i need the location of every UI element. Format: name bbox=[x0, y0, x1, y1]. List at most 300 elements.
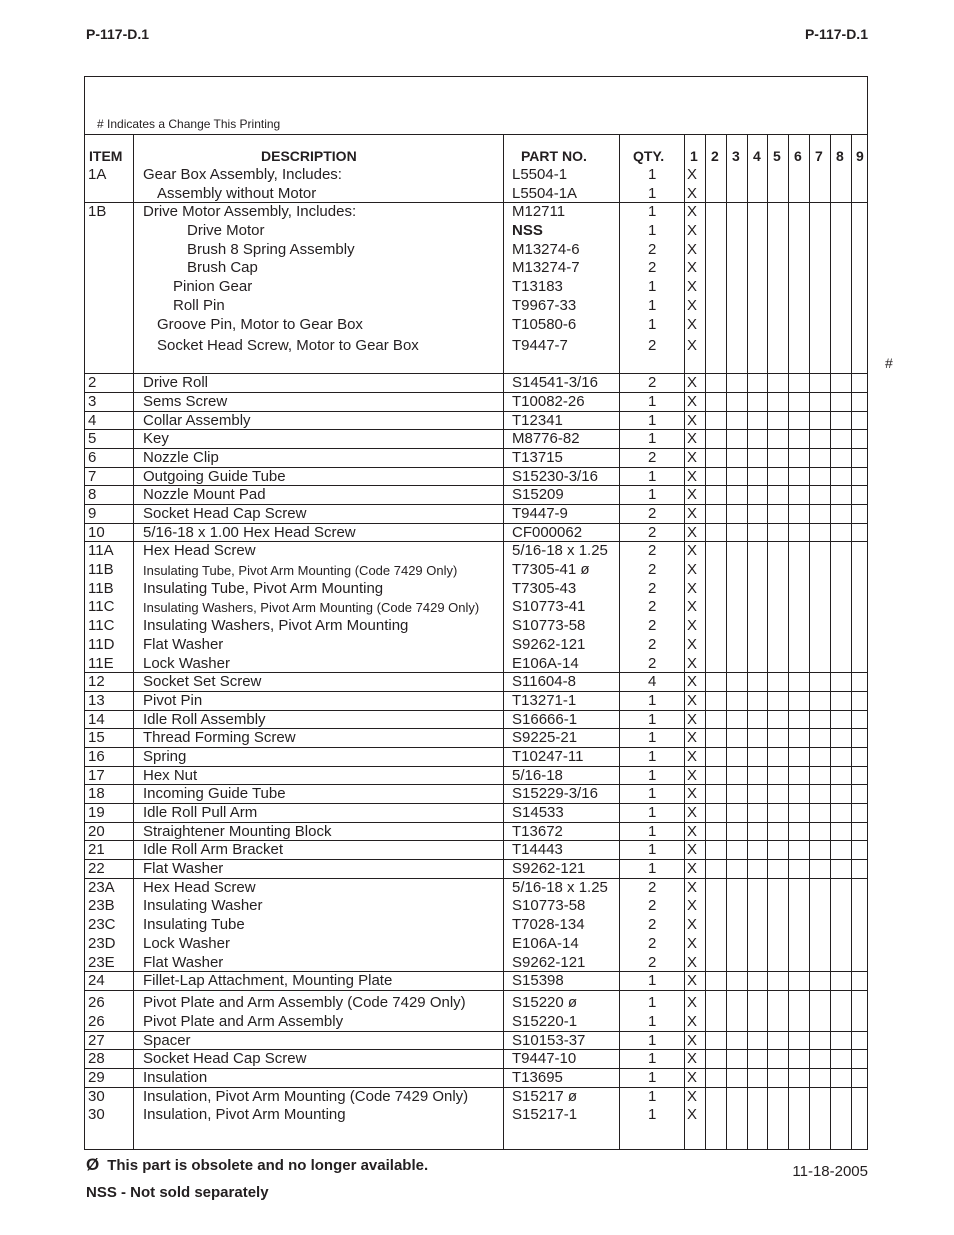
quantity: 2 bbox=[648, 635, 657, 653]
item-number: 11C bbox=[88, 617, 115, 635]
row-line bbox=[85, 748, 867, 767]
row-line bbox=[85, 673, 867, 692]
table-row bbox=[85, 430, 867, 449]
item-number: 19 bbox=[88, 804, 105, 821]
model-1-mark: X bbox=[687, 860, 698, 878]
part-number: S15217 ø bbox=[512, 1087, 578, 1105]
model-1-mark: X bbox=[687, 953, 698, 971]
row-line bbox=[85, 804, 867, 823]
item-number: 3 bbox=[88, 392, 97, 410]
part-number: NSS bbox=[512, 222, 543, 240]
table-row bbox=[85, 449, 867, 468]
part-number: 5/16-18 x 1.25 bbox=[512, 878, 608, 896]
part-description: Insulating Washers, Pivot Arm Mounting (Code 7429 Only) bbox=[143, 600, 480, 616]
part-number: S9262-121 bbox=[512, 953, 586, 971]
quantity: 1 bbox=[648, 860, 657, 878]
quantity: 1 bbox=[648, 486, 657, 504]
row-line bbox=[85, 841, 867, 860]
table-row bbox=[85, 729, 867, 748]
quantity: 1 bbox=[648, 822, 657, 840]
item-number: 20 bbox=[88, 822, 105, 840]
table-body bbox=[85, 166, 867, 1125]
model-1-mark: X bbox=[687, 710, 698, 728]
table-row bbox=[85, 542, 867, 673]
part-description: Assembly without Motor bbox=[157, 184, 317, 202]
quantity: 1 bbox=[648, 278, 657, 296]
item-number: 27 bbox=[88, 1031, 105, 1049]
table-row bbox=[85, 166, 867, 203]
part-description: Insulating Washer bbox=[143, 897, 263, 915]
model-1-mark: X bbox=[687, 542, 698, 560]
item-number: 1A bbox=[88, 166, 107, 183]
model-1-mark: X bbox=[687, 278, 698, 296]
item-number: 26 bbox=[88, 1012, 105, 1030]
quantity: 1 bbox=[648, 411, 657, 429]
item-number: 23B bbox=[88, 897, 115, 915]
part-description: Insulating Tube, Pivot Arm Mounting bbox=[143, 579, 384, 597]
quantity: 1 bbox=[648, 747, 657, 765]
model-1-mark: X bbox=[687, 766, 698, 784]
quantity: 1 bbox=[648, 1012, 657, 1030]
part-number: T7028-134 bbox=[512, 916, 585, 934]
row-line bbox=[85, 316, 867, 335]
item-number: 28 bbox=[88, 1050, 105, 1068]
parts-table bbox=[84, 76, 868, 1150]
obsolete-legend-text: This part is obsolete and no longer available. bbox=[107, 1157, 429, 1174]
part-description: Drive Roll bbox=[143, 374, 209, 392]
item-number: 29 bbox=[88, 1068, 105, 1086]
row-line bbox=[85, 954, 867, 973]
row-line bbox=[85, 1013, 867, 1032]
table-row bbox=[85, 767, 867, 786]
column-header-model: 2 bbox=[711, 148, 719, 164]
row-line bbox=[85, 785, 867, 804]
quantity: 1 bbox=[648, 184, 657, 202]
quantity: 2 bbox=[648, 523, 657, 541]
part-number: E106A-14 bbox=[512, 934, 579, 952]
row-line bbox=[85, 1050, 867, 1069]
part-description: Drive Motor Assembly, Includes: bbox=[143, 203, 357, 221]
table-row bbox=[85, 841, 867, 860]
part-description: Socket Head Screw, Motor to Gear Box bbox=[157, 337, 419, 355]
quantity: 2 bbox=[648, 897, 657, 915]
model-1-mark: X bbox=[687, 561, 698, 579]
item-number: 11A bbox=[88, 542, 114, 560]
part-number: S9262-121 bbox=[512, 635, 586, 653]
item-number: 11C bbox=[88, 598, 115, 616]
quantity: 1 bbox=[648, 166, 657, 183]
row-line bbox=[85, 185, 867, 204]
quantity: 2 bbox=[648, 953, 657, 971]
row-line bbox=[85, 897, 867, 916]
item-number: 9 bbox=[88, 505, 97, 522]
part-number: S9225-21 bbox=[512, 729, 578, 747]
item-number: 17 bbox=[88, 766, 105, 784]
quantity: 1 bbox=[648, 1106, 657, 1124]
model-1-mark: X bbox=[687, 523, 698, 541]
part-number: CF000062 bbox=[512, 523, 583, 541]
table-row bbox=[85, 1050, 867, 1069]
part-description: Pivot Pin bbox=[143, 691, 203, 709]
item-number: 23C bbox=[88, 916, 116, 934]
item-number: 30 bbox=[88, 1106, 105, 1124]
row-line bbox=[85, 241, 867, 260]
part-description: Idle Roll Arm Bracket bbox=[143, 841, 284, 859]
table-row bbox=[85, 972, 867, 991]
part-description: Flat Washer bbox=[143, 953, 224, 971]
part-number: T7305-41 ø bbox=[512, 561, 590, 579]
model-1-mark: X bbox=[687, 804, 698, 821]
item-number: 5 bbox=[88, 430, 97, 448]
part-description: Hex Nut bbox=[143, 766, 198, 784]
model-1-mark: X bbox=[687, 467, 698, 485]
table-row bbox=[85, 203, 867, 374]
row-line bbox=[85, 374, 867, 393]
item-number: 4 bbox=[88, 411, 97, 429]
part-description: Brush 8 Spring Assembly bbox=[187, 240, 355, 258]
model-1-mark: X bbox=[687, 897, 698, 915]
column-header-model: 6 bbox=[794, 148, 802, 164]
part-description: Hex Head Screw bbox=[143, 542, 256, 560]
part-number: S9262-121 bbox=[512, 860, 586, 878]
row-line bbox=[85, 935, 867, 954]
quantity: 1 bbox=[648, 1050, 657, 1068]
part-description: Fillet-Lap Attachment, Mounting Plate bbox=[143, 972, 393, 990]
row-line bbox=[85, 468, 867, 487]
part-number: T9447-7 bbox=[512, 337, 568, 355]
part-number: T10247-11 bbox=[512, 747, 584, 765]
table-row bbox=[85, 1032, 867, 1051]
table-row bbox=[85, 823, 867, 842]
item-number: 15 bbox=[88, 729, 105, 747]
part-description: Socket Set Screw bbox=[143, 673, 262, 691]
row-line bbox=[85, 1069, 867, 1088]
nss-legend: NSS - Not sold separately bbox=[86, 1184, 269, 1201]
part-number: T13695 bbox=[512, 1068, 563, 1086]
item-number: 30 bbox=[88, 1087, 105, 1105]
row-line bbox=[85, 542, 867, 561]
part-number: M12711 bbox=[512, 203, 566, 221]
part-description: Key bbox=[143, 430, 169, 448]
change-note: # Indicates a Change This Printing bbox=[97, 117, 281, 131]
part-number: T12341 bbox=[512, 411, 563, 429]
table-row bbox=[85, 412, 867, 431]
part-description: Insulation bbox=[143, 1068, 208, 1086]
model-1-mark: X bbox=[687, 635, 698, 653]
row-line bbox=[85, 655, 867, 674]
column-header-model: 7 bbox=[815, 148, 823, 164]
row-line bbox=[85, 561, 867, 580]
row-line bbox=[85, 524, 867, 543]
quantity: 1 bbox=[648, 766, 657, 784]
item-number: 8 bbox=[88, 486, 97, 504]
part-description: 5/16-18 x 1.00 Hex Head Screw bbox=[143, 523, 356, 541]
model-1-mark: X bbox=[687, 673, 698, 691]
item-number: 21 bbox=[88, 841, 105, 859]
part-description: Lock Washer bbox=[143, 654, 230, 672]
model-1-mark: X bbox=[687, 240, 698, 258]
part-number: 5/16-18 x 1.25 bbox=[512, 542, 608, 560]
part-number: S11604-8 bbox=[512, 673, 576, 691]
item-number: 7 bbox=[88, 467, 97, 485]
part-number: T14443 bbox=[512, 841, 563, 859]
quantity: 2 bbox=[648, 934, 657, 952]
row-line bbox=[85, 991, 867, 1013]
table-row bbox=[85, 1088, 867, 1125]
column-header-model: 9 bbox=[856, 148, 864, 164]
row-line bbox=[85, 486, 867, 505]
quantity: 2 bbox=[648, 259, 657, 277]
row-line bbox=[85, 580, 867, 599]
part-description: Roll Pin bbox=[173, 296, 225, 314]
row-line bbox=[85, 598, 867, 617]
model-1-mark: X bbox=[687, 1050, 698, 1068]
model-1-mark: X bbox=[687, 1068, 698, 1086]
quantity: 1 bbox=[648, 430, 657, 448]
row-line bbox=[85, 879, 867, 898]
model-1-mark: X bbox=[687, 785, 698, 803]
model-1-mark: X bbox=[687, 411, 698, 429]
part-description: Idle Roll Assembly bbox=[143, 710, 266, 728]
column-header-model: 8 bbox=[836, 148, 844, 164]
part-number: E106A-14 bbox=[512, 654, 579, 672]
part-description: Outgoing Guide Tube bbox=[143, 467, 286, 485]
item-number: 11D bbox=[88, 635, 115, 653]
row-line bbox=[85, 1088, 867, 1107]
quantity: 2 bbox=[648, 654, 657, 672]
model-1-mark: X bbox=[687, 315, 698, 333]
part-number: S15230-3/16 bbox=[512, 467, 598, 485]
part-number: 5/16-18 bbox=[512, 766, 563, 784]
part-number: T7305-43 bbox=[512, 579, 577, 597]
part-number: S15220 ø bbox=[512, 993, 578, 1011]
column-header-model: 3 bbox=[732, 148, 740, 164]
quantity: 2 bbox=[648, 542, 657, 560]
quantity: 2 bbox=[648, 598, 657, 616]
quantity: 1 bbox=[648, 993, 657, 1011]
part-number: S16666-1 bbox=[512, 710, 578, 728]
quantity: 1 bbox=[648, 1068, 657, 1086]
quantity: 2 bbox=[648, 337, 657, 355]
table-row bbox=[85, 486, 867, 505]
table-row bbox=[85, 374, 867, 393]
model-1-mark: X bbox=[687, 654, 698, 672]
part-number: M13274-7 bbox=[512, 259, 580, 277]
part-description: Sems Screw bbox=[143, 392, 228, 410]
table-row bbox=[85, 711, 867, 730]
part-number: S14533 bbox=[512, 804, 564, 821]
part-number: T13271-1 bbox=[512, 691, 577, 709]
part-description: Straightener Mounting Block bbox=[143, 822, 332, 840]
row-line bbox=[85, 972, 867, 991]
row-line bbox=[85, 1106, 867, 1125]
part-number: M8776-82 bbox=[512, 430, 580, 448]
part-description: Nozzle Clip bbox=[143, 448, 219, 466]
table-row bbox=[85, 468, 867, 487]
item-number: 10 bbox=[88, 523, 105, 541]
quantity: 1 bbox=[648, 804, 657, 821]
quantity: 1 bbox=[648, 785, 657, 803]
model-1-mark: X bbox=[687, 184, 698, 202]
row-line bbox=[85, 860, 867, 879]
part-description: Insulating Washers, Pivot Arm Mounting bbox=[143, 617, 409, 635]
item-number: 11B bbox=[88, 561, 114, 579]
part-description: Socket Head Cap Screw bbox=[143, 505, 307, 522]
column-header-qty: QTY. bbox=[633, 148, 665, 164]
quantity: 2 bbox=[648, 561, 657, 579]
part-number: T13183 bbox=[512, 278, 563, 296]
row-line bbox=[85, 297, 867, 316]
model-1-mark: X bbox=[687, 747, 698, 765]
part-description: Socket Head Cap Screw bbox=[143, 1050, 307, 1068]
part-number: S15398 bbox=[512, 972, 564, 990]
model-1-mark: X bbox=[687, 617, 698, 635]
part-description: Lock Washer bbox=[143, 934, 230, 952]
quantity: 1 bbox=[648, 841, 657, 859]
part-description: Nozzle Mount Pad bbox=[143, 486, 266, 504]
column-header-model: 1 bbox=[690, 148, 698, 164]
column-headers bbox=[85, 135, 867, 166]
part-description: Thread Forming Screw bbox=[143, 729, 296, 747]
table-row bbox=[85, 879, 867, 972]
item-number: 11B bbox=[88, 579, 114, 597]
quantity: 1 bbox=[648, 296, 657, 314]
item-number: 26 bbox=[88, 993, 105, 1011]
model-1-mark: X bbox=[687, 1087, 698, 1105]
item-number: 11E bbox=[88, 654, 114, 672]
table-row bbox=[85, 692, 867, 711]
part-description: Insulation, Pivot Arm Mounting (Code 7429 Only) bbox=[143, 1087, 469, 1105]
column-header-description: DESCRIPTION bbox=[261, 148, 357, 164]
part-number: T13672 bbox=[512, 822, 563, 840]
part-number: T10580-6 bbox=[512, 315, 577, 333]
part-description: Flat Washer bbox=[143, 860, 224, 878]
row-line bbox=[85, 430, 867, 449]
part-number: S15209 bbox=[512, 486, 564, 504]
quantity: 2 bbox=[648, 617, 657, 635]
quantity: 2 bbox=[648, 916, 657, 934]
table-row bbox=[85, 393, 867, 412]
row-line bbox=[85, 916, 867, 935]
item-number: 18 bbox=[88, 785, 105, 803]
part-number: S10773-41 bbox=[512, 598, 586, 616]
model-1-mark: X bbox=[687, 430, 698, 448]
row-line bbox=[85, 617, 867, 636]
row-line bbox=[85, 222, 867, 241]
row-line bbox=[85, 356, 867, 374]
part-number: M13274-6 bbox=[512, 240, 580, 258]
table-row bbox=[85, 748, 867, 767]
model-1-mark: X bbox=[687, 486, 698, 504]
part-description: Idle Roll Pull Arm bbox=[143, 804, 258, 821]
model-1-mark: X bbox=[687, 337, 698, 355]
column-header-model: 5 bbox=[773, 148, 781, 164]
item-number: 14 bbox=[88, 710, 105, 728]
part-description: Insulating Tube bbox=[143, 916, 245, 934]
part-number: S10773-58 bbox=[512, 897, 586, 915]
quantity: 1 bbox=[648, 710, 657, 728]
part-number: S14541-3/16 bbox=[512, 374, 598, 392]
part-description: Pinion Gear bbox=[173, 278, 253, 296]
part-number: S10153-37 bbox=[512, 1031, 586, 1049]
item-number: 2 bbox=[88, 374, 97, 392]
model-1-mark: X bbox=[687, 598, 698, 616]
row-line bbox=[85, 393, 867, 412]
row-line bbox=[85, 334, 867, 356]
model-1-mark: X bbox=[687, 392, 698, 410]
row-line bbox=[85, 203, 867, 222]
part-description: Spring bbox=[143, 747, 187, 765]
model-1-mark: X bbox=[687, 841, 698, 859]
model-1-mark: X bbox=[687, 1031, 698, 1049]
model-1-mark: X bbox=[687, 203, 698, 221]
quantity: 1 bbox=[648, 1087, 657, 1105]
model-1-mark: X bbox=[687, 972, 698, 990]
part-number: T9967-33 bbox=[512, 296, 577, 314]
model-1-mark: X bbox=[687, 166, 698, 183]
column-header-part-no: PART NO. bbox=[521, 148, 587, 164]
part-description: Flat Washer bbox=[143, 635, 224, 653]
part-number: T10082-26 bbox=[512, 392, 585, 410]
model-1-mark: X bbox=[687, 822, 698, 840]
quantity: 2 bbox=[648, 505, 657, 522]
model-1-mark: X bbox=[687, 374, 698, 392]
part-number: T13715 bbox=[512, 448, 563, 466]
row-line bbox=[85, 711, 867, 730]
part-description: Hex Head Screw bbox=[143, 878, 256, 896]
quantity: 2 bbox=[648, 240, 657, 258]
model-1-mark: X bbox=[687, 993, 698, 1011]
item-number: 1B bbox=[88, 203, 107, 221]
part-number: S15217-1 bbox=[512, 1106, 578, 1124]
part-description: Spacer bbox=[143, 1031, 191, 1049]
model-1-mark: X bbox=[687, 1012, 698, 1030]
part-description: Groove Pin, Motor to Gear Box bbox=[157, 315, 363, 333]
row-line bbox=[85, 505, 867, 524]
quantity: 2 bbox=[648, 878, 657, 896]
quantity: 1 bbox=[648, 222, 657, 240]
row-line bbox=[85, 412, 867, 431]
part-number: T9447-9 bbox=[512, 505, 568, 522]
part-description: Collar Assembly bbox=[143, 411, 251, 429]
model-1-mark: X bbox=[687, 448, 698, 466]
model-1-mark: X bbox=[687, 505, 698, 522]
table-row bbox=[85, 524, 867, 543]
item-number: 6 bbox=[88, 448, 97, 466]
part-number: L5504-1 bbox=[512, 166, 568, 183]
model-1-mark: X bbox=[687, 729, 698, 747]
row-line bbox=[85, 692, 867, 711]
model-1-mark: X bbox=[687, 1106, 698, 1124]
quantity: 2 bbox=[648, 579, 657, 597]
print-date: 11-18-2005 bbox=[792, 1163, 868, 1180]
row-line bbox=[85, 767, 867, 786]
table-row bbox=[85, 673, 867, 692]
part-description: Brush Cap bbox=[187, 259, 258, 277]
part-description: Insulating Tube, Pivot Arm Mounting (Code 7429 Only) bbox=[143, 563, 458, 579]
item-number: 23E bbox=[88, 953, 115, 971]
row-line bbox=[85, 449, 867, 468]
part-description: Pivot Plate and Arm Assembly bbox=[143, 1012, 344, 1030]
quantity: 1 bbox=[648, 972, 657, 990]
model-1-mark: X bbox=[687, 916, 698, 934]
quantity: 1 bbox=[648, 467, 657, 485]
quantity: 1 bbox=[648, 729, 657, 747]
part-description: Gear Box Assembly, Includes: bbox=[143, 166, 342, 183]
row-line bbox=[85, 636, 867, 655]
model-1-mark: X bbox=[687, 296, 698, 314]
quantity: 1 bbox=[648, 691, 657, 709]
